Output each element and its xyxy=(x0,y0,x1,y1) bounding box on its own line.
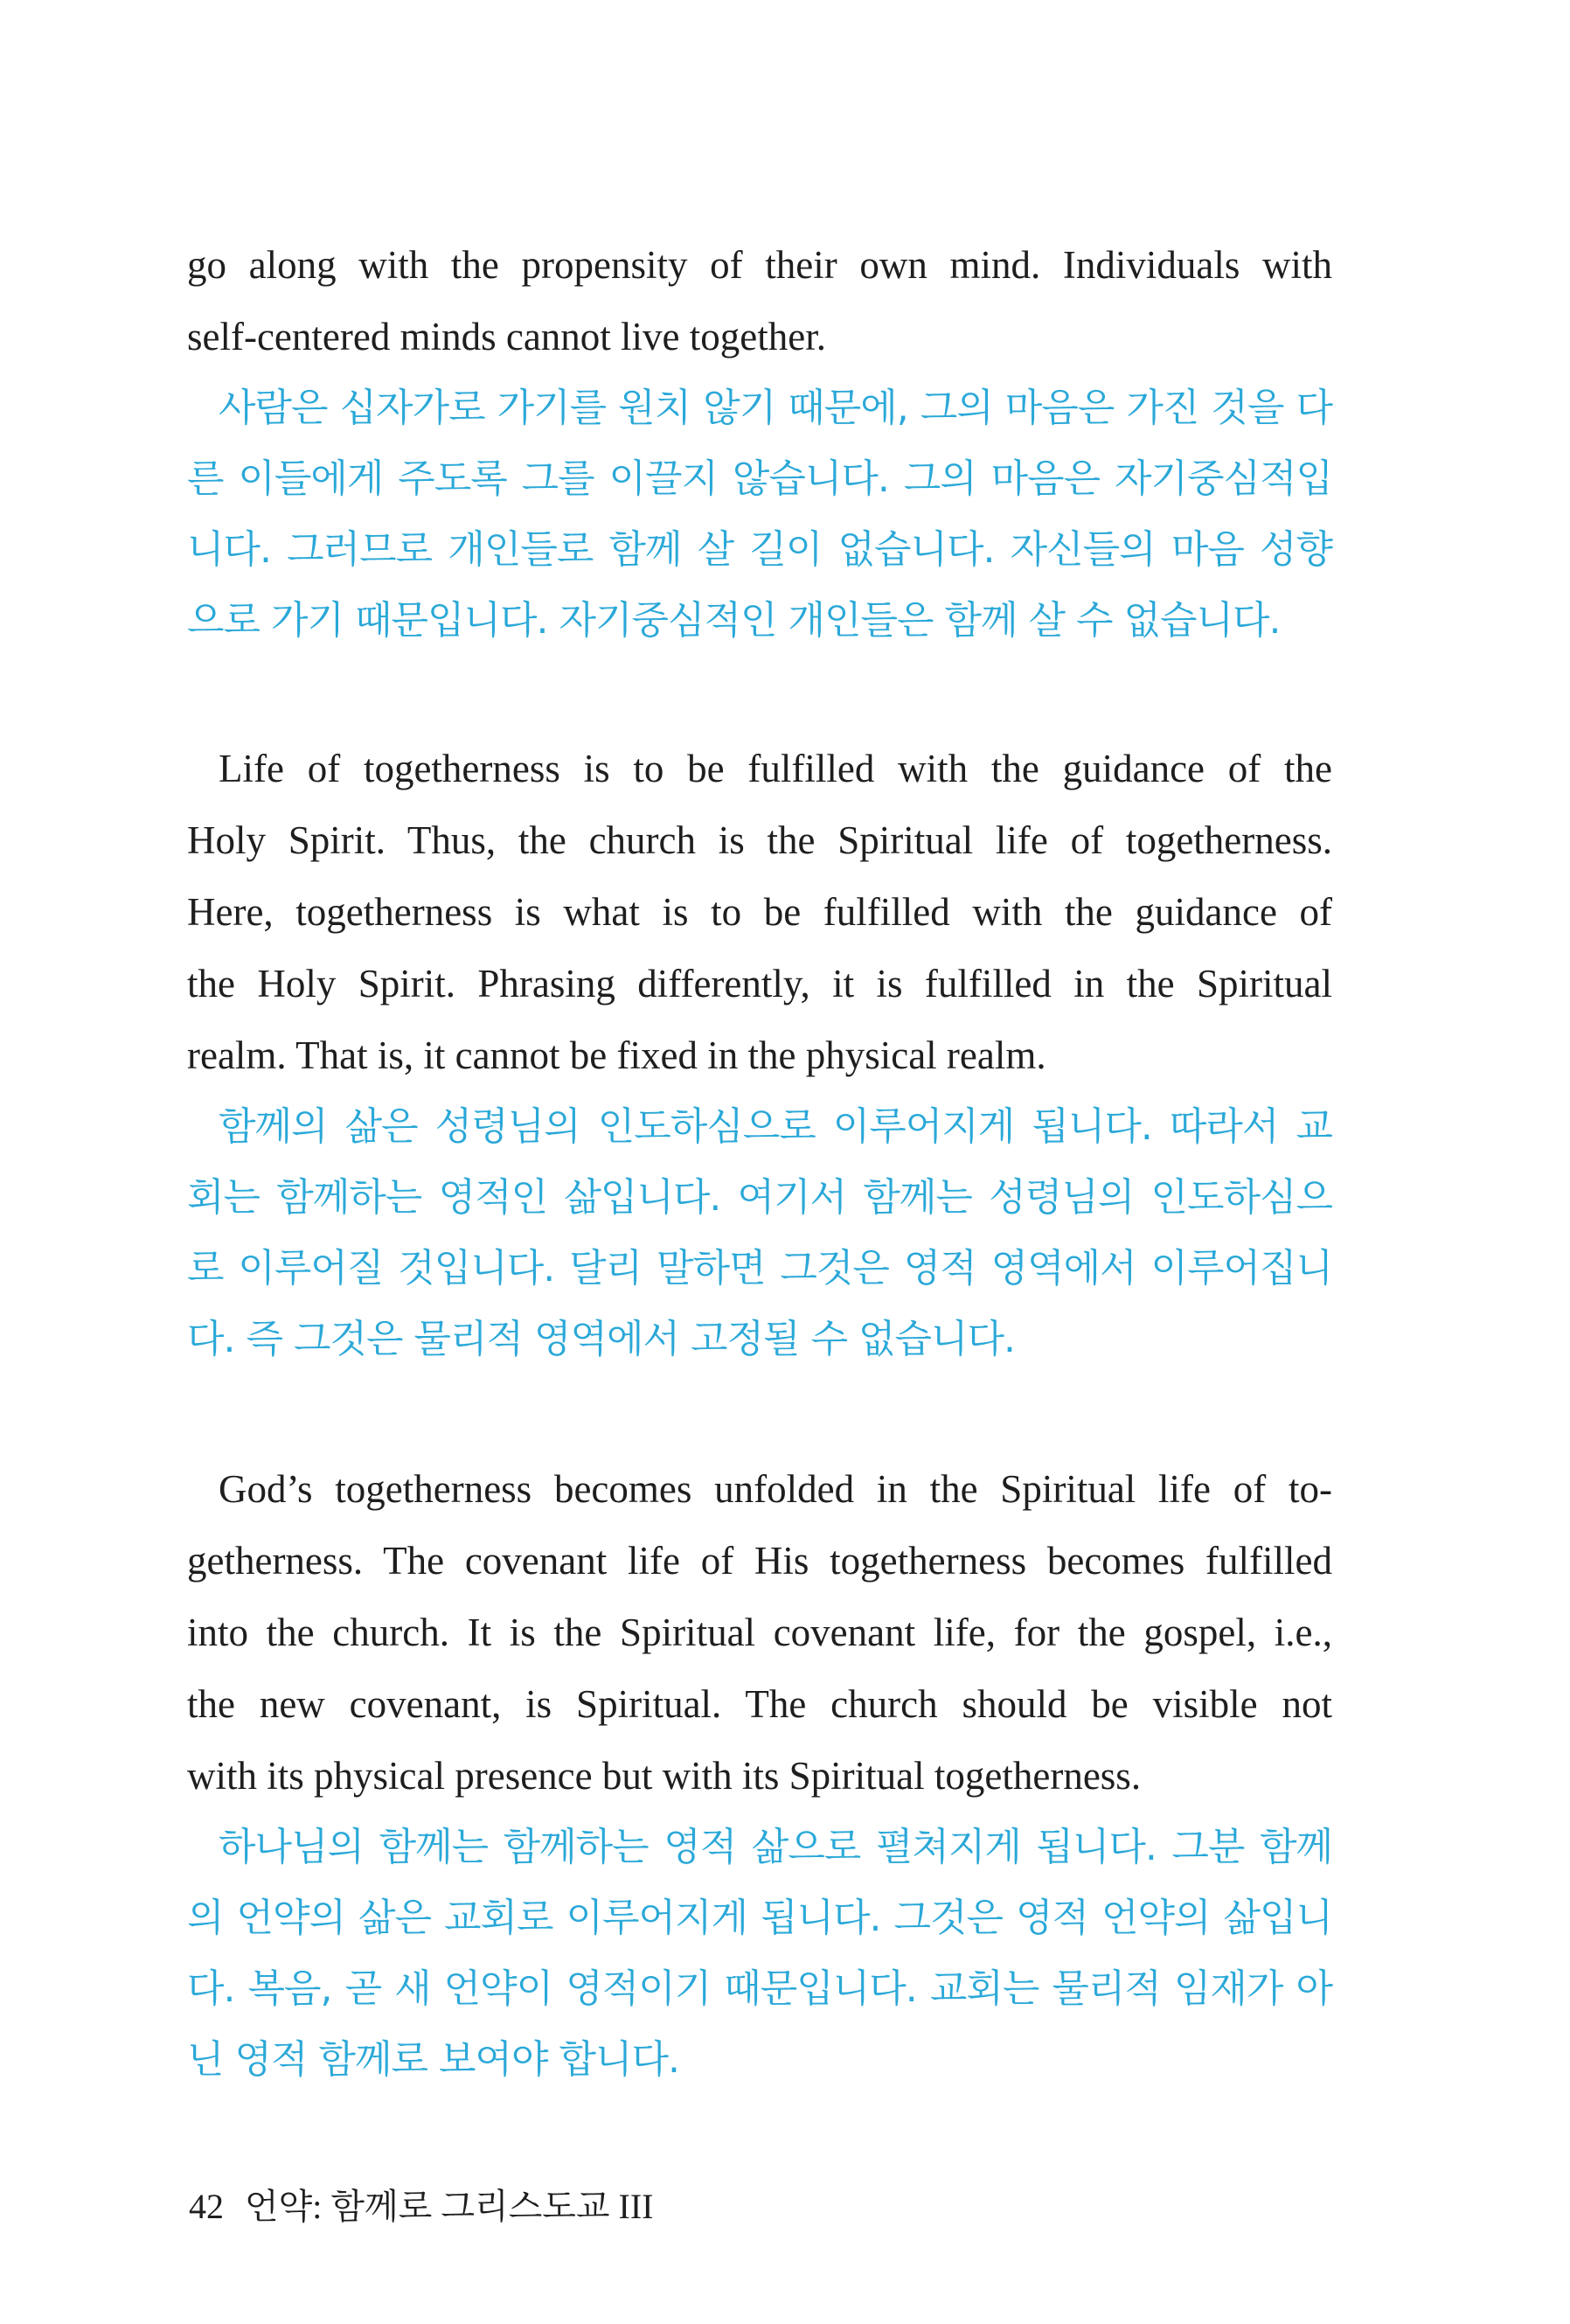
korean-line: 다. 즉 그것은 물리적 영역에서 고정될 수 없습니다. xyxy=(187,1317,1015,1361)
korean-paragraph xyxy=(187,372,1332,656)
english-line: with its physical presence but with its Spiritual togetherness. xyxy=(187,1754,1142,1798)
english-line: the Holy Spirit. Phrasing differently, it is fulfilled in the Spiritual xyxy=(187,962,1332,1005)
korean-line: 사람은 십자가로 가기를 원치 않기 때문에, 그의 마음은 가진 것을 다 xyxy=(219,386,1332,430)
english-line: self-centered minds cannot live together. xyxy=(187,315,826,358)
korean-line: 로 이루어질 것입니다. 달리 말하면 그것은 영적 영역에서 이루어집니 xyxy=(187,1246,1332,1291)
english-line: the new covenant, is Spiritual. The church should be visible not xyxy=(187,1682,1332,1726)
book-title: 언약: 함께로 그리스도교 III xyxy=(245,2187,654,2226)
english-line: into the church. It is the Spiritual covenant life, for the gospel, i.e., xyxy=(187,1611,1332,1654)
english-line: Here, togetherness is what is to be fulfilled with the guidance of xyxy=(187,890,1332,934)
english-line: Holy Spirit. Thus, the church is the Spiritual life of togetherness. xyxy=(187,818,1332,862)
english-paragraph xyxy=(187,1453,1332,1812)
korean-paragraph xyxy=(187,1091,1332,1374)
page-footer xyxy=(189,2179,653,2229)
korean-line: 다. 복음, 곧 새 언약이 영적이기 때문입니다. 교회는 물리적 임재가 아 xyxy=(187,1966,1332,2011)
english-line: getherness. The covenant life of His togetherness becomes fulfilled xyxy=(187,1539,1332,1583)
korean-paragraph xyxy=(187,1812,1332,2095)
english-paragraph xyxy=(187,229,1332,372)
korean-line: 른 이들에게 주도록 그를 이끌지 않습니다. 그의 마음은 자기중심적입 xyxy=(187,456,1332,501)
english-line: God’s togetherness becomes unfolded in the Spiritual life of to- xyxy=(219,1467,1332,1511)
english-line: realm. That is, it cannot be fixed in the physical realm. xyxy=(187,1033,1046,1077)
korean-line: 니다. 그러므로 개인들로 함께 살 길이 없습니다. 자신들의 마음 성향 xyxy=(187,527,1332,572)
korean-line: 닌 영적 함께로 보여야 합니다. xyxy=(187,2037,679,2082)
paragraph-block-3 xyxy=(187,1453,1332,2095)
page-number: 42 xyxy=(189,2187,224,2226)
korean-line: 함께의 삶은 성령님의 인도하심으로 이루어지게 됩니다. 따라서 교 xyxy=(219,1104,1332,1149)
korean-line: 으로 가기 때문입니다. 자기중심적인 개인들은 함께 살 수 없습니다. xyxy=(187,598,1281,643)
english-paragraph xyxy=(187,733,1332,1091)
korean-line: 회는 함께하는 영적인 삶입니다. 여기서 함께는 성령님의 인도하심으 xyxy=(187,1175,1332,1220)
english-line: Life of togetherness is to be fulfilled with the guidance of the xyxy=(219,747,1332,790)
paragraph-block-1 xyxy=(187,229,1332,656)
korean-line: 하나님의 함께는 함께하는 영적 삶으로 펼쳐지게 됩니다. 그분 함께 xyxy=(219,1825,1332,1869)
english-line: go along with the propensity of their own mind. Individuals with xyxy=(187,243,1332,287)
paragraph-block-2 xyxy=(187,733,1332,1374)
korean-line: 의 언약의 삶은 교회로 이루어지게 됩니다. 그것은 영적 언약의 삶입니 xyxy=(187,1896,1332,1940)
